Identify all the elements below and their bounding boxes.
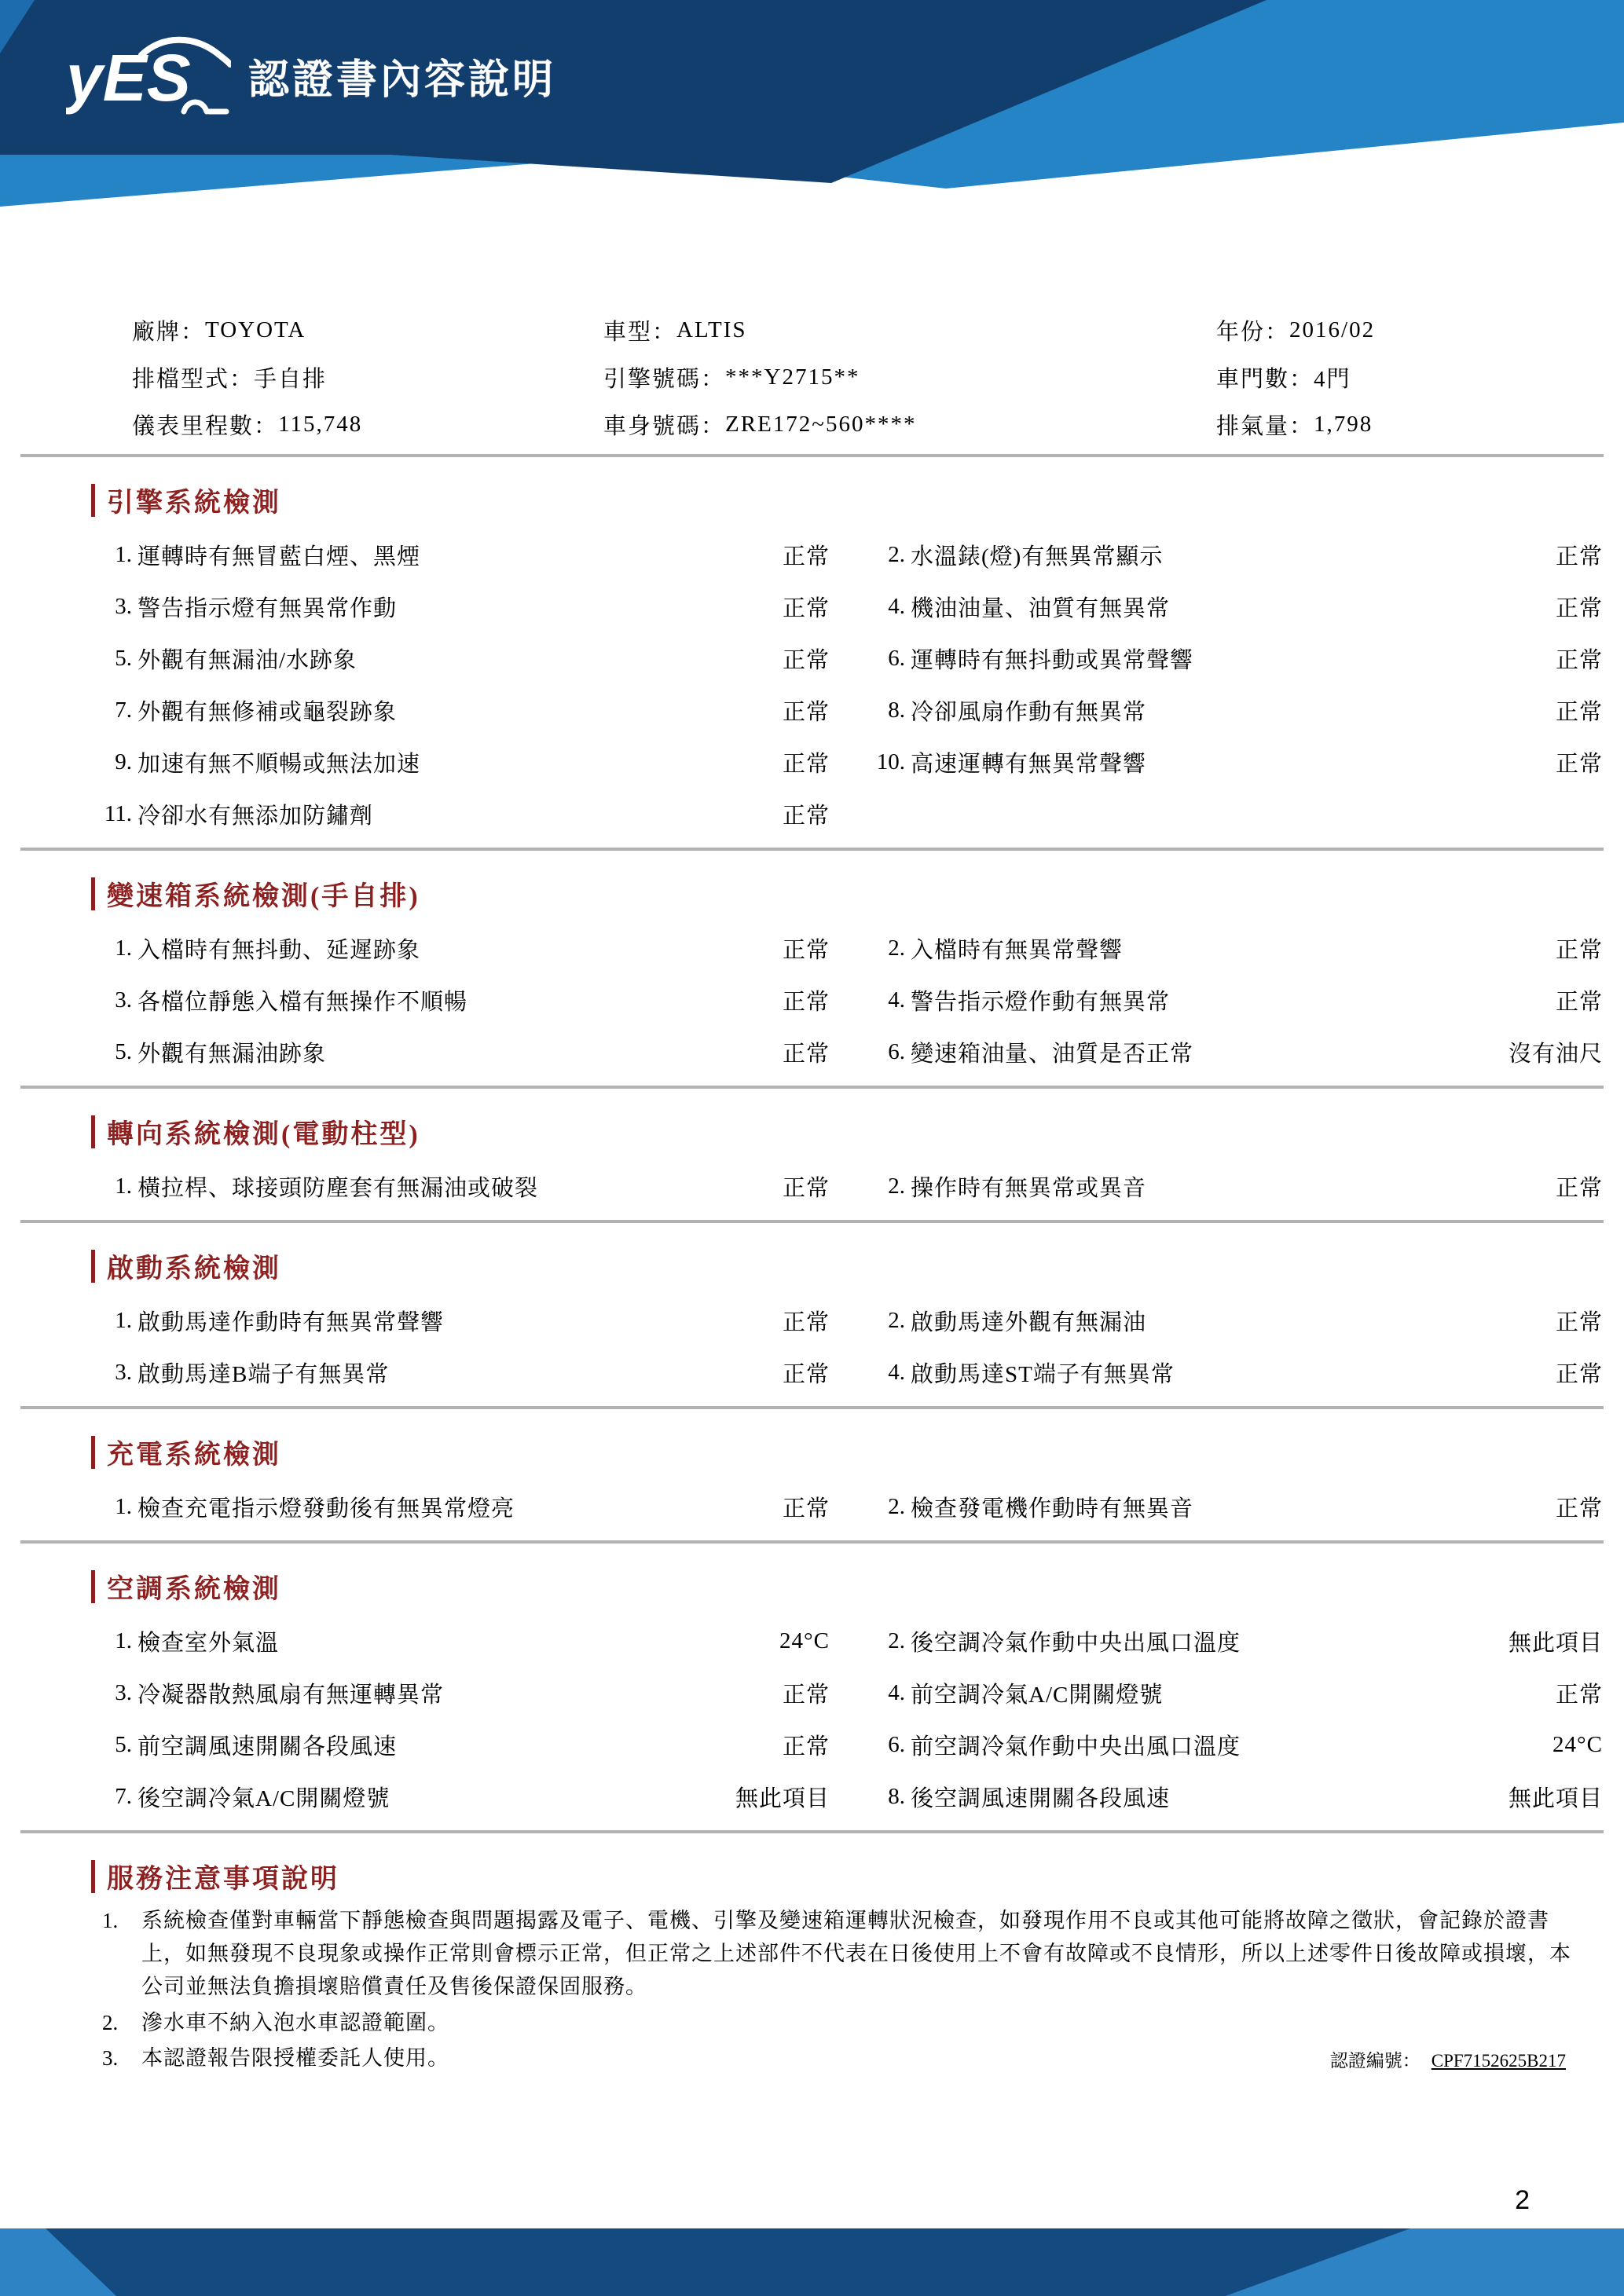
item-result: 正常 xyxy=(1555,989,1603,1015)
item-result: 24°C xyxy=(779,1628,830,1653)
info-label: 車身號碼： xyxy=(603,413,726,439)
item-result: 正常 xyxy=(1555,1496,1603,1522)
info-value: ALTIS xyxy=(676,317,747,342)
inspection-item: 2. 後空調冷氣作動中央出風口溫度 無此項目 xyxy=(864,1615,1603,1667)
inspection-item: 6. 變速箱油量、油質是否正常 沒有油尺 xyxy=(864,1026,1603,1078)
info-label: 廠牌： xyxy=(132,319,206,345)
info-label: 車門數： xyxy=(1216,366,1314,392)
inspection-item: 3. 啟動馬達B端子有無異常 正常 xyxy=(91,1346,830,1398)
note-item: 1. 系統檢查僅對車輛當下靜態檢查與問題揭露及電子、電機、引擎及變速箱運轉狀況檢查，如發現作用不良或其他可能將故障之徵狀，會記錄於證書上，如無發現不良現象或操作正常則會標示正常，但正常之上述部件不代表在日後使用上不會有故障或不良情形，所以上述零件日後故障或損壞，本公司並無法負擔損壞賠償責任及售後保證保固服務。 xyxy=(102,1905,1577,2004)
item-text: 外觀有無漏油/水跡象 xyxy=(137,647,357,673)
info-label: 車型： xyxy=(603,319,677,345)
item-text: 機油油量、油質有無異常 xyxy=(911,595,1171,621)
inspection-item: 4. 啟動馬達ST端子有無異常 正常 xyxy=(864,1346,1603,1398)
item-text: 警告指示燈作動有無異常 xyxy=(911,989,1171,1015)
section-title: 轉向系統檢測(電動柱型) xyxy=(91,1112,1624,1151)
item-result: 正常 xyxy=(1555,751,1603,777)
section-air-conditioning xyxy=(0,1567,1624,1830)
info-label: 引擎號碼： xyxy=(603,366,726,392)
info-cell-engine-no xyxy=(603,353,1216,401)
inspection-item: 1. 橫拉桿、球接頭防塵套有無漏油或破裂 正常 xyxy=(91,1160,830,1212)
inspection-item: 1. 檢查室外氣溫 24°C xyxy=(91,1615,830,1667)
inspection-item: 1. 啟動馬達作動時有無異常聲響 正常 xyxy=(91,1294,830,1346)
inspection-item: 7. 外觀有無修補或龜裂跡象 正常 xyxy=(91,684,830,736)
inspection-item: 2. 水溫錶(燈)有無異常顯示 正常 xyxy=(864,529,1603,580)
item-result: 正常 xyxy=(1555,1309,1603,1335)
item-result: 沒有油尺 xyxy=(1508,1041,1603,1067)
section-items xyxy=(0,1157,1624,1220)
item-text: 水溫錶(燈)有無異常顯示 xyxy=(911,544,1164,569)
item-result: 正常 xyxy=(782,1682,830,1708)
info-value: ZRE172~560**** xyxy=(725,411,917,437)
section-accent-bar xyxy=(91,1115,95,1148)
item-text: 加速有無不順暢或無法加速 xyxy=(137,751,421,777)
section-accent-bar xyxy=(91,1860,95,1893)
item-result: 24°C xyxy=(1553,1731,1603,1757)
notes-list xyxy=(0,1902,1624,2075)
info-value: TOYOTA xyxy=(205,317,306,342)
item-result: 正常 xyxy=(782,544,830,569)
inspection-item: 9. 加速有無不順暢或無法加速 正常 xyxy=(91,736,830,788)
section-title: 服務注意事項說明 xyxy=(91,1857,1624,1895)
certificate-number-label: 認證編號： xyxy=(1329,2051,1421,2071)
separator xyxy=(20,1220,1604,1223)
yes-logo-text: yES xyxy=(66,41,191,115)
note-item: 3. 本認證報告限授權委託人使用。 認證編號： CPF7152625B217 xyxy=(102,2042,1577,2075)
inspection-item: 5. 外觀有無漏油/水跡象 正常 xyxy=(91,632,830,684)
item-result: 無此項目 xyxy=(1508,1630,1603,1656)
info-label: 排氣量： xyxy=(1216,413,1314,439)
inspection-item: 2. 啟動馬達外觀有無漏油 正常 xyxy=(864,1294,1603,1346)
separator xyxy=(20,454,1604,457)
info-value: 手自排 xyxy=(254,366,328,392)
item-text: 運轉時有無冒藍白煙、黑煙 xyxy=(137,544,421,569)
section-accent-bar xyxy=(91,877,95,910)
item-text: 變速箱油量、油質是否正常 xyxy=(911,1041,1194,1067)
item-text: 檢查發電機作動時有無異音 xyxy=(911,1496,1194,1522)
page-title: 認證書內容說明 xyxy=(248,57,557,103)
item-text: 入檔時有無異常聲響 xyxy=(911,937,1124,963)
item-result: 正常 xyxy=(1555,647,1603,673)
inspection-item: 8. 冷卻風扇作動有無異常 正常 xyxy=(864,684,1603,736)
page-header xyxy=(0,0,1624,306)
inspection-item: 3. 冷凝器散熱風扇有無運轉異常 正常 xyxy=(91,1667,830,1719)
inspection-item: 6. 運轉時有無抖動或異常聲響 正常 xyxy=(864,632,1603,684)
info-cell-doors xyxy=(1216,353,1604,401)
note-text: 本認證報告限授權委託人使用。 xyxy=(141,2046,449,2071)
item-result: 正常 xyxy=(782,595,830,621)
section-charging xyxy=(0,1433,1624,1540)
section-items xyxy=(0,1291,1624,1406)
note-text: 滲水車不納入泡水車認證範圍。 xyxy=(141,2010,449,2034)
vehicle-info xyxy=(132,306,1604,448)
item-result: 正常 xyxy=(782,647,830,673)
item-text: 後空調冷氣A/C開關燈號 xyxy=(137,1785,390,1811)
item-text: 後空調風速開關各段風速 xyxy=(911,1785,1171,1811)
item-text: 冷凝器散熱風扇有無運轉異常 xyxy=(137,1682,445,1708)
item-result: 無此項目 xyxy=(1508,1785,1603,1811)
inspection-item: 11. 冷卻水有無添加防鏽劑 正常 xyxy=(91,788,830,840)
item-result: 無此項目 xyxy=(735,1785,830,1811)
inspection-item: 2. 入檔時有無異常聲響 正常 xyxy=(864,922,1603,974)
yes-logo xyxy=(66,31,231,119)
item-result: 正常 xyxy=(782,1734,830,1760)
item-result: 正常 xyxy=(782,1041,830,1067)
inspection-item: 7. 後空調冷氣A/C開關燈號 無此項目 xyxy=(91,1771,830,1822)
item-result: 正常 xyxy=(1555,1361,1603,1387)
section-items xyxy=(0,919,1624,1086)
inspection-item: 8. 後空調風速開關各段風速 無此項目 xyxy=(864,1771,1603,1822)
inspection-item: 4. 警告指示燈作動有無異常 正常 xyxy=(864,974,1603,1026)
footer-decoration xyxy=(0,2228,1624,2296)
item-text: 橫拉桿、球接頭防塵套有無漏油或破裂 xyxy=(137,1175,539,1201)
item-result: 正常 xyxy=(1555,544,1603,569)
inspection-item: 5. 前空調風速開關各段風速 正常 xyxy=(91,1719,830,1771)
item-result: 正常 xyxy=(782,989,830,1015)
info-cell-vin xyxy=(603,401,1216,448)
info-label: 排檔型式： xyxy=(132,366,255,392)
info-label: 儀表里程數： xyxy=(132,413,279,439)
section-title: 啟動系統檢測 xyxy=(91,1247,1624,1285)
section-items xyxy=(0,1478,1624,1540)
item-result: 正常 xyxy=(782,803,830,829)
note-item: 2. 滲水車不納入泡水車認證範圍。 xyxy=(102,2007,1577,2040)
inspection-item: 10. 高速運轉有無異常聲響 正常 xyxy=(864,736,1603,788)
item-text: 啟動馬達ST端子有無異常 xyxy=(911,1361,1175,1387)
section-engine xyxy=(0,481,1624,848)
item-result: 正常 xyxy=(1555,699,1603,725)
inspection-item: 2. 操作時有無異常或異音 正常 xyxy=(864,1160,1603,1212)
item-result: 正常 xyxy=(782,699,830,725)
separator xyxy=(20,1540,1604,1543)
item-text: 檢查充電指示燈發動後有無異常燈亮 xyxy=(137,1496,515,1522)
item-result: 正常 xyxy=(782,751,830,777)
info-cell-transmission xyxy=(132,353,603,401)
section-accent-bar xyxy=(91,1436,95,1469)
item-text: 前空調冷氣作動中央出風口溫度 xyxy=(911,1734,1241,1760)
item-text: 運轉時有無抖動或異常聲響 xyxy=(911,647,1194,673)
item-result: 正常 xyxy=(1555,937,1603,963)
item-result: 正常 xyxy=(782,1175,830,1201)
item-result: 正常 xyxy=(1555,1175,1603,1201)
section-transmission xyxy=(0,874,1624,1086)
section-title: 空調系統檢測 xyxy=(91,1567,1624,1606)
inspection-item: 3. 警告指示燈有無異常作動 正常 xyxy=(91,580,830,632)
info-value: 1,798 xyxy=(1314,411,1373,437)
item-text: 啟動馬達外觀有無漏油 xyxy=(911,1309,1147,1335)
inspection-item: 1. 入檔時有無抖動、延遲跡象 正常 xyxy=(91,922,830,974)
certificate-number-value: CPF7152625B217 xyxy=(1431,2051,1566,2071)
item-result: 正常 xyxy=(1555,1682,1603,1708)
section-accent-bar xyxy=(91,1570,95,1603)
item-text: 高速運轉有無異常聲響 xyxy=(911,751,1147,777)
section-accent-bar xyxy=(91,1250,95,1283)
info-cell-model xyxy=(603,306,1216,353)
page-number: 2 xyxy=(1515,2185,1530,2215)
inspection-item: 6. 前空調冷氣作動中央出風口溫度 24°C xyxy=(864,1719,1603,1771)
section-items xyxy=(0,525,1624,848)
section-accent-bar xyxy=(91,484,95,517)
info-cell-year xyxy=(1216,306,1604,353)
item-text: 檢查室外氣溫 xyxy=(137,1630,280,1656)
inspection-item: 5. 外觀有無漏油跡象 正常 xyxy=(91,1026,830,1078)
item-text: 外觀有無修補或龜裂跡象 xyxy=(137,699,398,725)
separator xyxy=(20,1086,1604,1089)
item-result: 正常 xyxy=(782,937,830,963)
item-text: 啟動馬達B端子有無異常 xyxy=(137,1361,390,1387)
separator xyxy=(20,1830,1604,1833)
section-service-notes xyxy=(0,1857,1624,2075)
inspection-item: 1. 檢查充電指示燈發動後有無異常燈亮 正常 xyxy=(91,1481,830,1532)
info-value: 2016/02 xyxy=(1289,317,1376,342)
section-title: 變速箱系統檢測(手自排) xyxy=(91,874,1624,913)
item-text: 入檔時有無抖動、延遲跡象 xyxy=(137,937,421,963)
section-items xyxy=(0,1612,1624,1830)
info-value: 115,748 xyxy=(278,411,363,437)
info-label: 年份： xyxy=(1216,319,1290,345)
separator xyxy=(20,1406,1604,1409)
item-text: 冷卻風扇作動有無異常 xyxy=(911,699,1147,725)
section-title: 充電系統檢測 xyxy=(91,1433,1624,1471)
brand-bar xyxy=(66,31,556,119)
section-starting xyxy=(0,1247,1624,1406)
item-result: 正常 xyxy=(782,1309,830,1335)
item-text: 操作時有無異常或異音 xyxy=(911,1175,1147,1201)
info-cell-make xyxy=(132,306,603,353)
item-text: 後空調冷氣作動中央出風口溫度 xyxy=(911,1630,1241,1656)
info-cell-displacement xyxy=(1216,401,1604,448)
certificate-number-row xyxy=(1330,2047,1577,2075)
item-text: 外觀有無漏油跡象 xyxy=(137,1041,327,1067)
inspection-item: 4. 前空調冷氣A/C開關燈號 正常 xyxy=(864,1667,1603,1719)
item-text: 冷卻水有無添加防鏽劑 xyxy=(137,803,374,829)
inspection-item: 3. 各檔位靜態入檔有無操作不順暢 正常 xyxy=(91,974,830,1026)
separator xyxy=(20,848,1604,851)
section-steering xyxy=(0,1112,1624,1220)
info-value: 4門 xyxy=(1314,366,1351,392)
info-cell-mileage xyxy=(132,401,603,448)
info-value: ***Y2715** xyxy=(725,364,860,390)
item-text: 警告指示燈有無異常作動 xyxy=(137,595,398,621)
note-text: 系統檢查僅對車輛當下靜態檢查與問題揭露及電子、電機、引擎及變速箱運轉狀況檢查，如發現作用不良或其他可能將故障之徵狀，會記錄於證書上，如無發現不良現象或操作正常則會標示正常，但正常之上述部件不代表在日後使用上不會有故障或不良情形，所以上述零件日後故障或損壞，本公司並無法負擔損壞賠償責任及售後保證保固服務。 xyxy=(141,1909,1571,1998)
inspection-item: 4. 機油油量、油質有無異常 正常 xyxy=(864,580,1603,632)
item-text: 啟動馬達作動時有無異常聲響 xyxy=(137,1309,445,1335)
item-result: 正常 xyxy=(782,1496,830,1522)
item-text: 前空調冷氣A/C開關燈號 xyxy=(911,1682,1164,1708)
section-title: 引擎系統檢測 xyxy=(91,481,1624,519)
item-text: 各檔位靜態入檔有無操作不順暢 xyxy=(137,989,468,1015)
item-text: 前空調風速開關各段風速 xyxy=(137,1734,398,1760)
item-result: 正常 xyxy=(1555,595,1603,621)
inspection-item: 1. 運轉時有無冒藍白煙、黑煙 正常 xyxy=(91,529,830,580)
inspection-item: 2. 檢查發電機作動時有無異音 正常 xyxy=(864,1481,1603,1532)
item-result: 正常 xyxy=(782,1361,830,1387)
